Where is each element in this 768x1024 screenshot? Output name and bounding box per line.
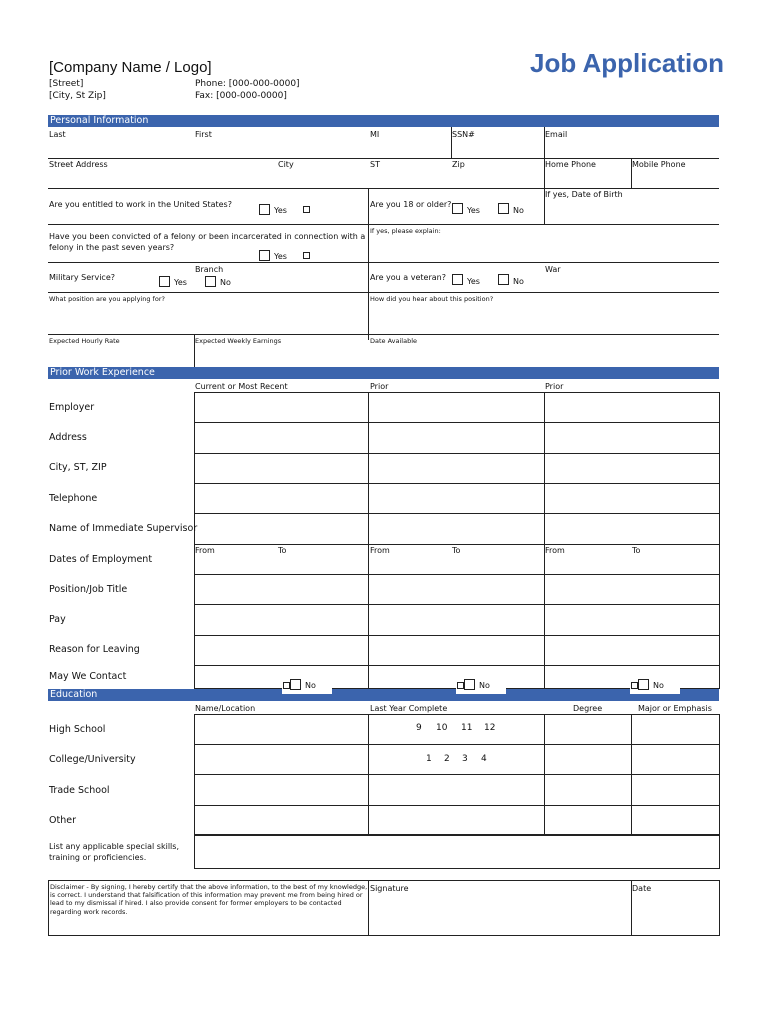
entitled-yes-label: Yes [274, 206, 287, 215]
veteran-yes-label: Yes [467, 277, 480, 286]
company-city: [City, St Zip] [49, 91, 106, 101]
row-position-title: Position/Job Title [49, 584, 128, 595]
edu-col-last-year: Last Year Complete [370, 704, 448, 713]
company-phone: Phone: [000-000-0000] [195, 79, 300, 89]
divider [48, 158, 719, 159]
work-col-prior-2: Prior [545, 382, 564, 391]
divider [48, 262, 719, 263]
section-prior-work-experience: Prior Work Experience [48, 367, 719, 379]
contact-no-label: No [653, 681, 664, 690]
branch-field[interactable]: Branch [195, 265, 224, 274]
college-year-option[interactable]: 3 [462, 754, 468, 764]
skills-label-line2: training or proficiencies. [49, 853, 147, 862]
divider [48, 334, 719, 335]
contact-no-checkbox[interactable] [464, 679, 475, 690]
position-field[interactable]: What position are you applying for? [49, 295, 165, 303]
divider [194, 774, 720, 775]
row-may-we-contact: May We Contact [49, 671, 127, 682]
age-yes-checkbox[interactable] [452, 203, 463, 214]
military-yes-checkbox[interactable] [159, 276, 170, 287]
work-col-prior-1: Prior [370, 382, 389, 391]
from-label: From [370, 546, 390, 555]
hs-year-option[interactable]: 10 [436, 723, 448, 733]
contact-no-label: No [479, 681, 490, 690]
edu-row-high-school: High School [49, 724, 106, 735]
mobile-phone-field[interactable]: Mobile Phone [632, 160, 686, 169]
entitled-no-checkbox[interactable] [303, 206, 310, 213]
row-pay: Pay [49, 614, 66, 625]
dob-field[interactable]: If yes, Date of Birth [545, 190, 623, 199]
age-question: Are you 18 or older? [370, 200, 452, 209]
hourly-rate-field[interactable]: Expected Hourly Rate [49, 337, 120, 345]
weekly-earnings-field[interactable]: Expected Weekly Earnings [195, 337, 282, 345]
divider [194, 422, 720, 423]
to-label: To [452, 546, 461, 555]
date-available-field[interactable]: Date Available [370, 337, 418, 345]
veteran-yes-checkbox[interactable] [452, 274, 463, 285]
last-name-field[interactable]: Last [49, 130, 66, 139]
edu-col-major: Major or Emphasis [638, 704, 712, 713]
age-no-checkbox[interactable] [498, 203, 509, 214]
felony-yes-checkbox[interactable] [259, 250, 270, 261]
divider [194, 635, 720, 636]
first-name-field[interactable]: First [195, 130, 212, 139]
contact-yes-checkbox[interactable] [457, 682, 464, 689]
contact-yes-checkbox[interactable] [283, 682, 290, 689]
divider [194, 574, 720, 575]
company-street: [Street] [49, 79, 84, 89]
felony-yes-label: Yes [274, 252, 287, 261]
military-yes-label: Yes [174, 278, 187, 287]
hear-about-field[interactable]: How did you hear about this position? [370, 295, 494, 303]
divider [368, 880, 369, 936]
zip-field[interactable]: Zip [452, 160, 465, 169]
felony-no-checkbox[interactable] [303, 252, 310, 259]
divider [631, 158, 632, 188]
street-address-field[interactable]: Street Address [49, 160, 108, 169]
row-dates-of-employment: Dates of Employment [49, 554, 153, 565]
divider [194, 604, 720, 605]
to-label: To [632, 546, 641, 555]
ssn-field[interactable]: SSN# [452, 130, 475, 139]
disclaimer-text: Disclaimer - By signing, I hereby certify that the above information, to the best of my knowledge, is correct. I understand that falsification of this information may prevent me from being hired or lead to my dismissal if hired. I also provide consent for former employers to be contacted regarding work records. [50, 883, 368, 916]
military-no-label: No [220, 278, 231, 287]
divider [194, 744, 720, 745]
date-field[interactable]: Date [632, 884, 652, 893]
college-year-option[interactable]: 4 [481, 754, 487, 764]
signature-field[interactable]: Signature [370, 884, 409, 893]
age-yes-label: Yes [467, 206, 480, 215]
contact-yes-checkbox[interactable] [631, 682, 638, 689]
divider [194, 805, 720, 806]
section-personal-information: Personal Information [48, 115, 719, 127]
edu-col-degree: Degree [573, 704, 603, 713]
from-label: From [195, 546, 215, 555]
divider [194, 334, 195, 368]
veteran-question: Are you a veteran? [370, 273, 446, 282]
work-col-current: Current or Most Recent [195, 382, 288, 391]
divider [368, 188, 369, 340]
divider [368, 392, 369, 689]
row-reason-for-leaving: Reason for Leaving [49, 644, 140, 655]
veteran-no-label: No [513, 277, 524, 286]
entitled-question: Are you entitled to work in the United States? [49, 200, 232, 209]
military-question: Military Service? [49, 273, 115, 282]
college-year-option[interactable]: 1 [426, 754, 432, 764]
from-label: From [545, 546, 565, 555]
divider [194, 513, 720, 514]
row-telephone: Telephone [49, 493, 98, 504]
state-field[interactable]: ST [370, 160, 380, 169]
divider [451, 127, 452, 158]
entitled-yes-checkbox[interactable] [259, 204, 270, 215]
hs-year-option[interactable]: 11 [461, 723, 473, 733]
to-label: To [278, 546, 287, 555]
row-supervisor: Name of Immediate Supervisor [49, 523, 198, 534]
skills-field[interactable] [194, 835, 720, 869]
company-name: [Company Name / Logo] [49, 59, 212, 76]
war-field[interactable]: War [545, 265, 561, 274]
hs-year-option[interactable]: 12 [484, 723, 496, 733]
contact-no-checkbox[interactable] [290, 679, 301, 690]
work-experience-grid[interactable] [194, 392, 720, 689]
mi-field[interactable]: MI [370, 130, 380, 139]
edu-row-trade-school: Trade School [49, 785, 110, 796]
explain-field[interactable]: If yes, please explain: [370, 227, 441, 235]
divider [194, 665, 720, 666]
veteran-no-checkbox[interactable] [498, 274, 509, 285]
divider [544, 127, 545, 224]
email-field[interactable]: Email [545, 130, 568, 139]
edu-row-college: College/University [49, 754, 136, 765]
row-address: Address [49, 432, 87, 443]
felony-question-line1: Have you been convicted of a felony or been incarcerated in connection with a [49, 232, 366, 241]
divider [544, 392, 545, 689]
page-title: Job Application [530, 48, 725, 78]
home-phone-field[interactable]: Home Phone [545, 160, 596, 169]
divider [194, 483, 720, 484]
divider [48, 292, 719, 293]
row-employer: Employer [49, 402, 95, 413]
age-no-label: No [513, 206, 524, 215]
military-no-checkbox[interactable] [205, 276, 216, 287]
contact-no-label: No [305, 681, 316, 690]
hs-year-option[interactable]: 9 [416, 723, 422, 733]
divider [48, 224, 719, 225]
company-fax: Fax: [000-000-0000] [195, 91, 287, 101]
skills-label-line1: List any applicable special skills, [49, 842, 179, 851]
edu-row-other: Other [49, 815, 76, 826]
contact-no-checkbox[interactable] [638, 679, 649, 690]
college-year-option[interactable]: 2 [444, 754, 450, 764]
divider [194, 453, 720, 454]
row-city-st-zip: City, ST, ZIP [49, 462, 107, 473]
city-field[interactable]: City [278, 160, 294, 169]
section-education: Education [48, 689, 719, 701]
edu-col-name-location: Name/Location [195, 704, 256, 713]
felony-question-line2: felony in the past seven years? [49, 243, 175, 252]
